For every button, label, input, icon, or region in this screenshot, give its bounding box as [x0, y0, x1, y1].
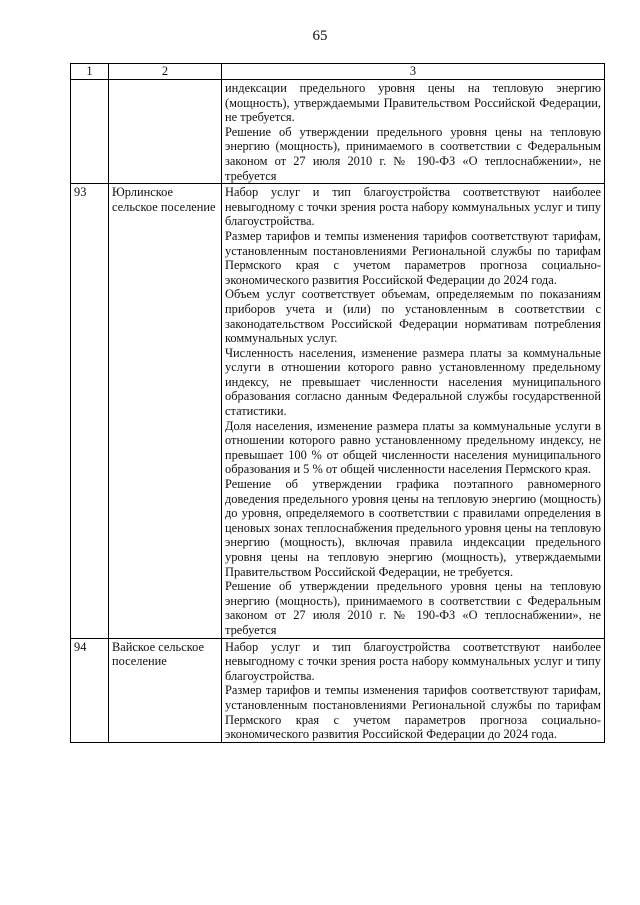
- table-row: [71, 184, 605, 638]
- row-number-cell: [71, 80, 109, 184]
- header-col-1: 1: [71, 64, 109, 80]
- paragraph: Решение об утверждении графика поэтапного равномерного доведения предельного уровня цены на тепловую энергию (мощность) до уровня, определяемого в соответствии с правилами определения в ценовых зонах теплоснабжения предельного уровня цены на тепловую энергию (мощность), включая правила индексации предельного уровня цены на тепловую энергию (мощность), утверждаемыми Правительством Российской Федерации, не требуется.: [225, 477, 601, 579]
- paragraph: Численность населения, изменение размера платы за коммунальные услуги в отношении которого равно установленному предельному индексу, не превышает численности населения муниципального образования согласно данным Федеральной службы государственной статистики.: [225, 345, 601, 419]
- conditions-cell: [222, 80, 605, 184]
- paragraph: Размер тарифов и темпы изменения тарифов соответствуют тарифам, установленным постановлениями Региональной службы по тарифам Пермского края с учетом параметров прогноза социально-экономического развития Российской Федерации до 2024 года.: [225, 228, 601, 287]
- table-row-continuation: [71, 80, 605, 184]
- header-col-2: 2: [109, 64, 222, 80]
- paragraph: индексации предельного уровня цены на тепловую энергию (мощность), утверждаемыми Правительством Российской Федерации, не требуется.: [225, 81, 601, 125]
- conditions-cell: [222, 184, 605, 638]
- paragraph: Размер тарифов и темпы изменения тарифов соответствуют тарифам, установленным постановлениями Региональной службы по тарифам Пермского края с учетом параметров прогноза социально-экономического развития Российской Федерации до 2024 года.: [225, 683, 601, 742]
- page-number: 65: [312, 28, 328, 44]
- row-number-cell: 93: [71, 184, 109, 638]
- conditions-cell: [222, 638, 605, 742]
- paragraph: Решение об утверждении предельного уровня цены на тепловую энергию (мощность), принимаемого в соответствии с Федеральным законом от 27 июля 2010 г. № 190-ФЗ «О теплоснабжении», не требуется: [225, 124, 601, 183]
- paragraph: Объем услуг соответствует объемам, определяемым по показаниям приборов учета и (или) по установленным в соответствии с законодательством Российской Федерации нормативам потребления коммунальных услуг.: [225, 287, 601, 346]
- paragraph: Набор услуг и тип благоустройства соответствуют наиболее невыгодному с точки зрения роста набору коммунальных услуг и типу благоустройства.: [225, 639, 601, 683]
- header-col-3: 3: [222, 64, 605, 80]
- settlements-table: [70, 63, 605, 743]
- settlement-name-cell: Юрлинское сельское поселение: [109, 184, 222, 638]
- table-row: [71, 638, 605, 742]
- table-header-row: [71, 64, 605, 80]
- paragraph: Доля населения, изменение размера платы за коммунальные услуги в отношении которого равно установленному предельному индексу, не превышает 100 % от общей численности населения муниципального образования и 5 % от общей численности населения Пермского края.: [225, 418, 601, 477]
- paragraph: Набор услуг и тип благоустройства соответствуют наиболее невыгодному с точки зрения роста набору коммунальных услуг и типу благоустройства.: [225, 185, 601, 229]
- settlement-name-cell: [109, 80, 222, 184]
- settlement-name-cell: Вайское сельское поселение: [109, 638, 222, 742]
- row-number-cell: 94: [71, 638, 109, 742]
- paragraph: Решение об утверждении предельного уровня цены на тепловую энергию (мощность), принимаемого в соответствии с Федеральным законом от 27 июля 2010 г. № 190-ФЗ «О теплоснабжении», не требуется: [225, 579, 601, 637]
